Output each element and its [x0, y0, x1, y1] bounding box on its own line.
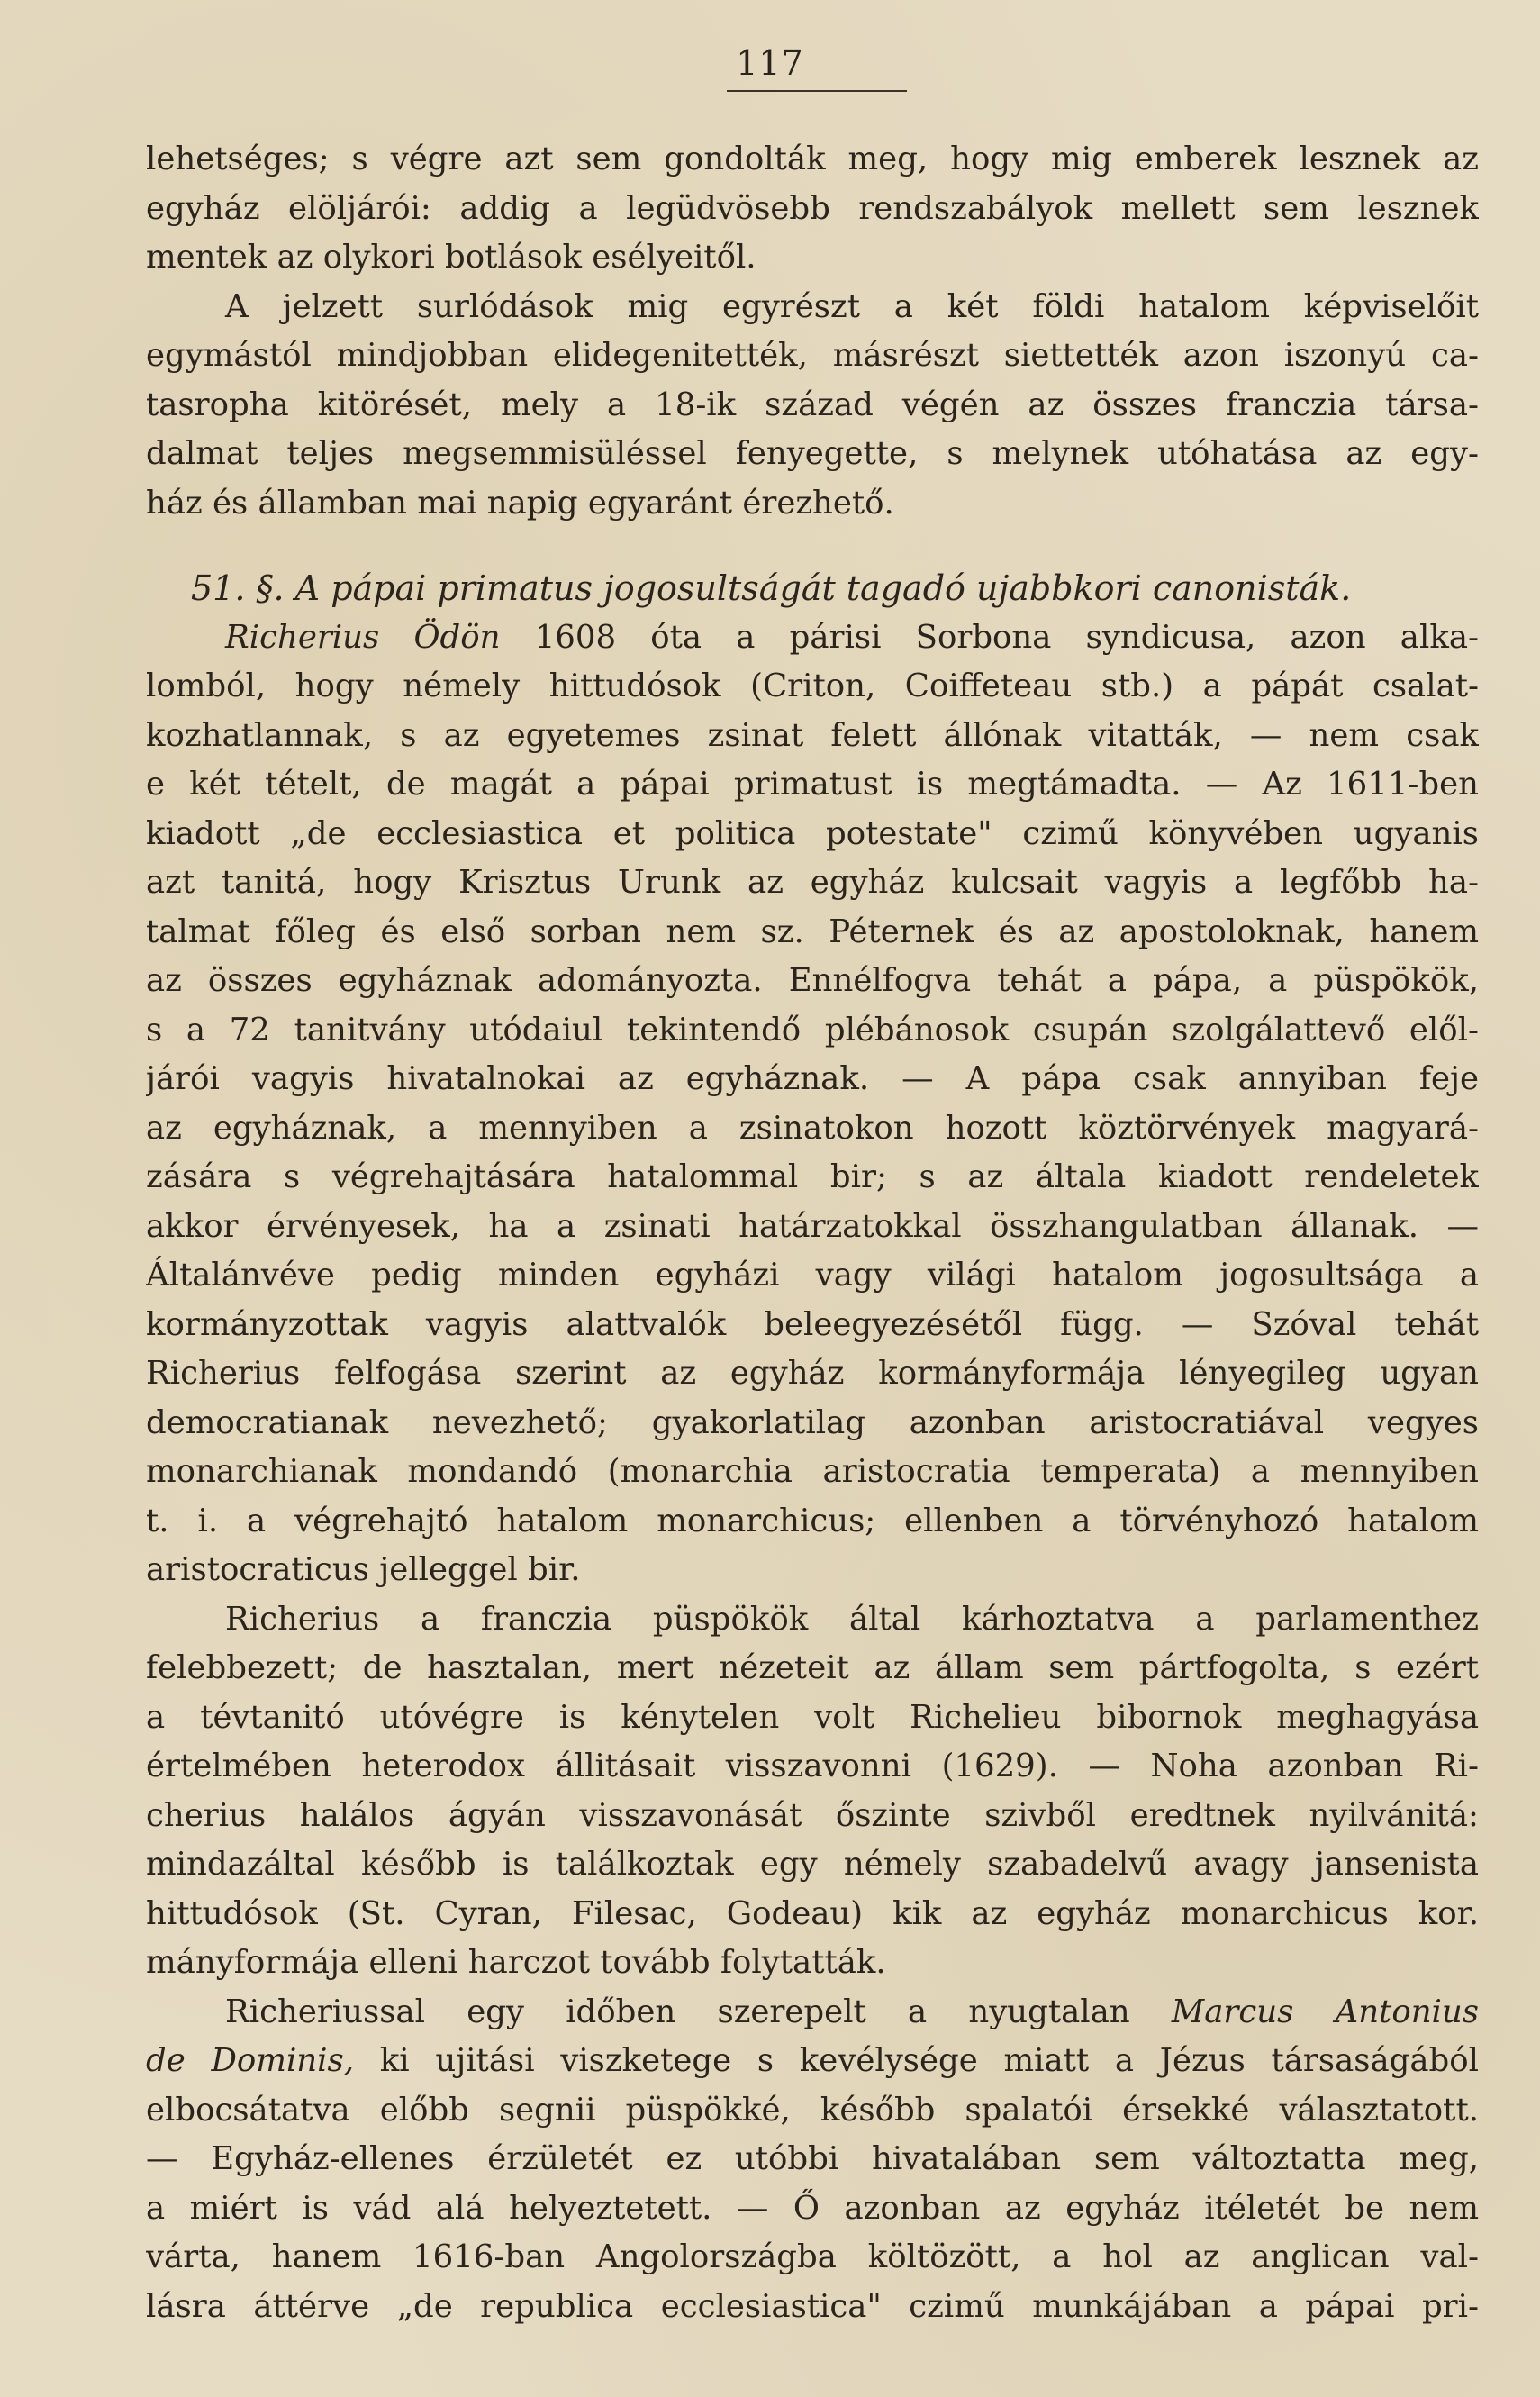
section-body — [146, 613, 1479, 2332]
text-line: — Egyház-ellenes érzületét ez utóbbi hivatalában sem változtatta meg, — [146, 2140, 1479, 2177]
text-line: mányformája elleni harczot tovább folytatták. — [146, 1944, 886, 1981]
text-line: e két tételt, de magát a pápai primatust is megtámadta. — Az 1611-ben — [146, 766, 1479, 803]
text-line: kozhatlannak, s az egyetemes zsinat felett állónak vitatták, — nem csak — [146, 716, 1479, 754]
text-line: a miért is vád alá helyeztetett. — Ő azonban az egyház itéletét be nem — [146, 2189, 1479, 2227]
text-line: A jelzett surlódások mig egyrészt a két földi hatalom képviselőit — [225, 287, 1479, 325]
text-line: tasropha kitörését, mely a 18-ik század végén az összes franczia társa- — [146, 386, 1479, 423]
text-line: járói vagyis hivatalnokai az egyháznak. — A pápa csak annyiban feje — [146, 1060, 1479, 1097]
text-line: ház és államban mai napig egyaránt érezhető. — [146, 484, 894, 522]
text-line: democratianak nevezhető; gyakorlatilag azonban aristocratiával vegyes — [146, 1403, 1479, 1441]
text-line: s a 72 tanitvány utódaiul tekintendő plébánosok csupán szolgálattevő elől- — [146, 1011, 1479, 1049]
text-line: lehetséges; s végre azt sem gondolták meg, hogy mig emberek lesznek az — [146, 141, 1479, 177]
text-line: Általánvéve pedig minden egyházi vagy világi hatalom jogosultsága a — [146, 1257, 1479, 1294]
text-line: a tévtanitó utóvégre is kénytelen volt Richelieu bibornok meghagyása — [146, 1698, 1479, 1736]
text-line: az egyháznak, a mennyiben a zsinatokon hozott köztörvények magyará- — [146, 1109, 1479, 1147]
text-line: lomból, hogy némely hittudósok (Criton, Coiffeteau stb.) a pápát csalat- — [146, 667, 1479, 704]
page-number: 117 — [736, 43, 804, 83]
text-line: monarchianak mondandó (monarchia aristocratia temperata) a mennyiben — [146, 1453, 1479, 1490]
text-line: de Dominis, ki ujitási viszketege s kevélysége miatt a Jézus társaságából — [146, 2042, 1479, 2079]
text-line: hittudósok (St. Cyran, Filesac, Godeau) kik az egyház monarchicus kor. — [146, 1894, 1479, 1932]
text-line: t. i. a végrehajtó hatalom monarchicus; ellenben a törvényhozó hatalom — [146, 1502, 1479, 1539]
italic-name: Richerius Ödön — [225, 618, 501, 656]
text-line: egyház elöljárói: addig a legüdvösebb rendszabályok mellett sem lesznek — [146, 189, 1479, 227]
text-line: aristocraticus jelleggel bir. — [146, 1551, 581, 1588]
text-line: talmat főleg és első sorban nem sz. Péternek és az apostoloknak, hanem — [146, 912, 1479, 950]
text-line: mindazáltal később is találkoztak egy némely szabadelvű avagy jansenista — [146, 1846, 1479, 1883]
text-line: azt tanitá, hogy Krisztus Urunk az egyház kulcsait vagyis a legfőbb ha- — [146, 864, 1479, 901]
text-line: elbocsátatva előbb segnii püspökké, később spalatói érsekké választatott. — [146, 2091, 1479, 2129]
text-line: lásra áttérve „de republica ecclesiastica" czimű munkájában a pápai pri- — [146, 2287, 1479, 2325]
text-line: az összes egyháznak adományozta. Ennélfogva tehát a pápa, a püspökök, — [146, 962, 1479, 999]
text-line: Richerius a franczia püspökök által kárhoztatva a parlamenthez — [225, 1600, 1479, 1638]
spacer — [146, 528, 1479, 564]
page-number-rule — [727, 90, 907, 92]
text-line: Richeriussal egy időben szerepelt a nyugtalan Marcus Antonius — [225, 1993, 1479, 2030]
text-line: értelmében heterodox állitásait visszavonni (1629). — Noha azonban Ri- — [146, 1748, 1479, 1784]
italic-name: Marcus Antonius — [1171, 1993, 1479, 2030]
text-line: felebbezett; de hasztalan, mert nézeteit az állam sem pártfogolta, s ezért — [146, 1649, 1479, 1686]
text-line: kiadott „de ecclesiastica et politica potestate" czimű könyvében ugyanis — [146, 814, 1479, 852]
italic-name: de Dominis, — [146, 2042, 355, 2079]
section-heading: 51. §. A pápai primatus jogosultságát tagadó ujabbkori canonisták. — [191, 568, 1352, 608]
text-line: zására s végrehajtására hatalommal bir; s az általa kiadott rendeletek — [146, 1158, 1479, 1195]
text-line: cherius halálos ágyán visszavonását őszinte szivből eredtnek nyilvánitá: — [146, 1796, 1479, 1834]
text-line: kormányzottak vagyis alattvalók beleegyezésétől függ. — Szóval tehát — [146, 1305, 1479, 1343]
page-text — [146, 135, 1479, 2331]
text-line: Richerius Ödön 1608 óta a párisi Sorbona syndicusa, azon alka- — [225, 618, 1479, 656]
text-line: akkor érvényesek, ha a zsinati határzatokkal összhangulatban állanak. — — [146, 1207, 1479, 1245]
text-line: dalmat teljes megsemmisüléssel fenyegette, s melynek utóhatása az egy- — [146, 435, 1479, 472]
text-line: mentek az olykori botlások esélyeitől. — [146, 239, 756, 276]
text-line: Richerius felfogása szerint az egyház kormányformája lényegileg ugyan — [146, 1355, 1479, 1392]
text-line: egymástól mindjobban elidegenitették, másrészt siettették azon iszonyú ca- — [146, 337, 1479, 374]
text-line: várta, hanem 1616-ban Angolországba költözött, a hol az anglican val- — [146, 2238, 1479, 2275]
